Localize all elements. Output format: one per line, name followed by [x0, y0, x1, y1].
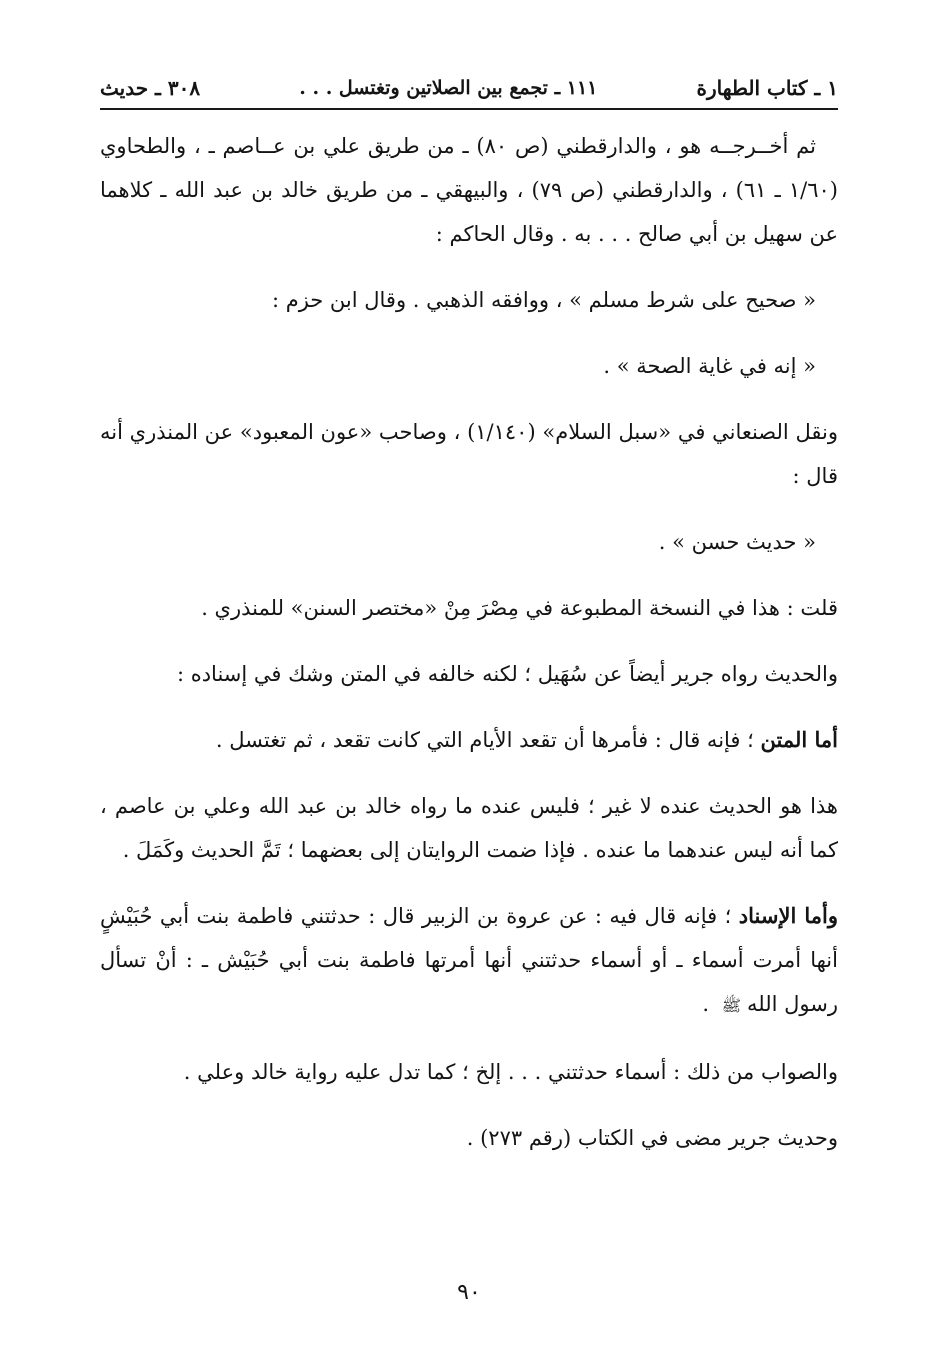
header-hadith-number: ٣٠٨ ـ حديث: [100, 76, 201, 100]
running-header: [100, 70, 838, 106]
body-text: [100, 124, 838, 1182]
paragraph-7: والحديث رواه جرير أيضاً عن سُهَيل ؛ لكنه خالفه في المتن وشك في إسناده :: [176, 662, 838, 686]
header-rule: [100, 108, 838, 110]
paragraph-10: [100, 894, 838, 1028]
paragraph-8-heading: أما المتن: [760, 727, 838, 752]
paragraph-9: هذا هو الحديث عنده لا غير ؛ فليس عنده ما رواه خالد بن عبد الله وعلي بن عاصم ، كما أنه ليس عندهما ما عنده . فإذا ضمت الروايتان إلى بعضهما ؛ تَمَّ الحديث وكَمَلَ .: [100, 794, 838, 862]
salawat-symbol: ﷺ: [721, 996, 742, 1015]
paragraph-10-end: .: [702, 992, 716, 1016]
paragraph-8: [100, 718, 838, 762]
paragraph-10-text: ؛ فإنه قال فيه : عن عروة بن الزبير قال : حدثتني فاطمة بنت أبي حُبَيْشٍ أنها أمرت أسماء ـ أو أسماء حدثتني أنها أمرتها فاطمة بنت أبي حُبَيْش ـ : أنْ تسأل رسول الله: [100, 904, 838, 1016]
paragraph-4: ونقل الصنعاني في «سبل السلام» (١/١٤٠) ، وصاحب «عون المعبود» عن المنذري أنه قال :: [100, 420, 838, 488]
paragraph-2: « صحيح على شرط مسلم » ، ووافقه الذهبي . وقال ابن حزم :: [271, 288, 816, 312]
paragraph-10-heading: وأما الإسناد: [738, 903, 838, 928]
paragraph-12: وحديث جرير مضى في الكتاب (رقم ٢٧٣) .: [466, 1126, 838, 1150]
book-page: [100, 60, 838, 1320]
header-chapter-title: ١١١ ـ تجمع بين الصلاتين وتغتسل . . .: [299, 77, 598, 99]
header-book-title: ١ ـ كتاب الطهارة: [696, 76, 838, 100]
paragraph-6: قلت : هذا في النسخة المطبوعة في مِصْرَ مِنْ «مختصر السنن» للمنذري .: [201, 596, 838, 620]
paragraph-3: « إنه في غاية الصحة » .: [603, 354, 816, 378]
page-number: ٩٠: [457, 1280, 481, 1305]
paragraph-5: « حديث حسن » .: [658, 530, 816, 554]
paragraph-1: ثم أخــرجــه هو ، والدارقطني (ص ٨٠) ـ من طريق علي بن عــاصم ـ ، والطحاوي (١/٦٠ ـ ٦١) ، والدارقطني (ص ٧٩) ، والبيهقي ـ من طريق خالد بن عبد الله ـ كلاهما عن سهيل بن أبي صالح . . . به . وقال الحاكم :: [100, 134, 838, 246]
paragraph-8-text: ؛ فإنه قال : فأمرها أن تقعد الأيام التي كانت تقعد ، ثم تغتسل .: [215, 728, 761, 752]
paragraph-11: والصواب من ذلك : أسماء حدثتني . . . إلخ ؛ كما تدل عليه رواية خالد وعلي .: [183, 1060, 838, 1084]
